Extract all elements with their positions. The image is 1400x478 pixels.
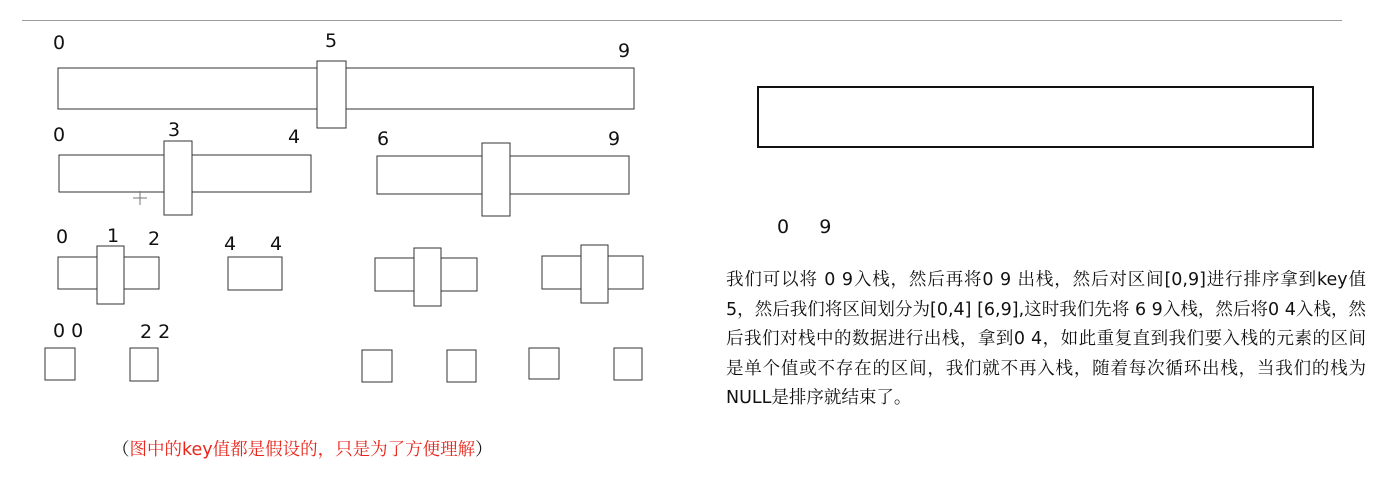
label-6: 6 [377,128,390,150]
explanation-text: 我们可以将 0 9入栈，然后再将0 9 出栈，然后对区间[0,9]进行排序拿到key值5，然后我们将区间划分为[0,4] [6,9],这时我们先将 6 9入栈，然后将0 4入栈，然后我们对栈中的数据进行出栈，拿到0 4，如此重复直到我们要入栈的元素的区间是单个值或不存在的区间，我们就不再入栈，随着每次循环出栈，当我们的栈为NULL是排序就结束了。 [726,270,1366,408]
label-9-end: 9 [618,40,631,62]
caption-close-paren: ） [475,440,493,460]
range-4-4 [228,257,282,290]
label-2-2: 2 2 [140,321,171,343]
label-key-1: 1 [107,225,120,247]
single-6 [362,350,392,382]
caption [112,436,493,461]
key-5-marker [317,61,346,128]
key-1-marker [97,246,124,304]
label-0: 0 [53,124,66,146]
caption-text: 图中的key值都是假设的，只是为了方便理解 [129,440,476,460]
key-marker-8-9 [581,245,608,303]
key-marker-6-7 [414,248,441,306]
caption-open-paren: （ [112,440,130,460]
single-9 [614,348,642,380]
label-0-0: 0 0 [53,320,84,342]
cursor-crosshair-icon [133,191,147,205]
label-0-start: 0 [53,32,66,54]
label-4-left: 4 [224,233,237,255]
single-0 [45,348,75,380]
label-4-right: 4 [270,233,283,255]
single-8 [529,348,559,379]
key-marker-right [482,143,510,216]
label-key-3: 3 [168,119,181,141]
label-key-5: 5 [325,30,338,52]
stack-contents: 0 9 [777,216,832,238]
single-2 [130,348,158,381]
label-9: 9 [608,128,621,150]
stack-container [757,86,1314,148]
key-3-marker [164,141,192,215]
label-0: 0 [56,226,69,248]
label-4: 4 [288,126,301,148]
label-2: 2 [148,228,161,250]
single-7 [447,350,476,382]
